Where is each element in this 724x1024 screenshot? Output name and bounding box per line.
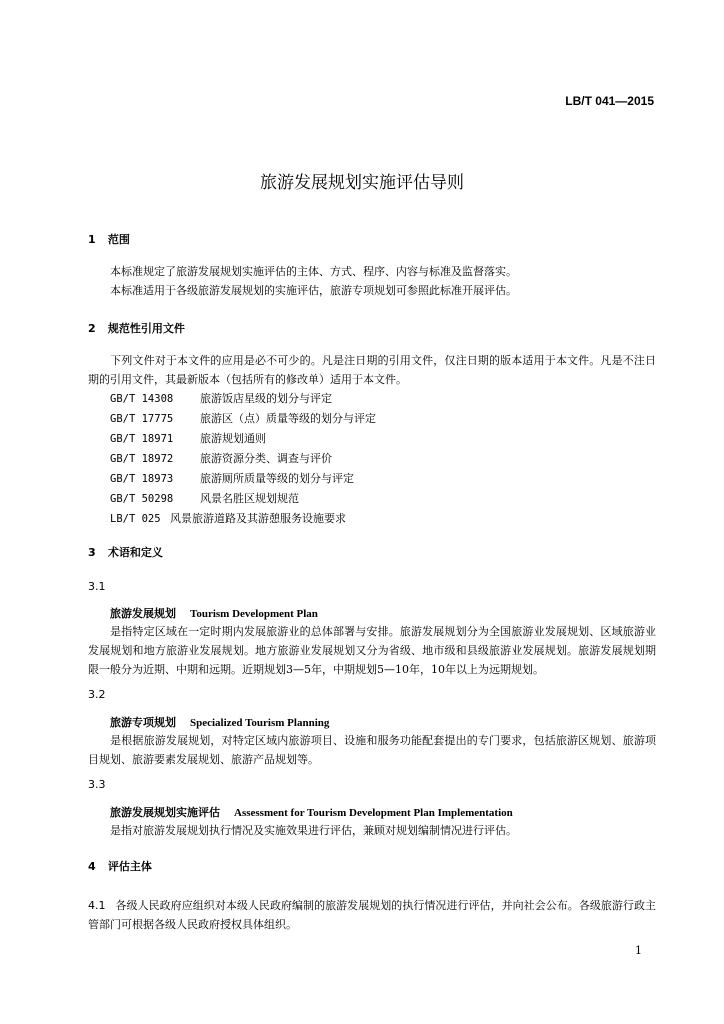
- standard-code: LB/T 041—2015: [565, 94, 654, 108]
- term-3-1-definition: [88, 622, 656, 679]
- page-number: 1: [635, 944, 642, 957]
- section-title: 术语和定义: [107, 546, 163, 559]
- reference-title: 旅游区（点）质量等级的划分与评定: [200, 412, 376, 425]
- section-1-paragraph-2: 本标准适用于各级旅游发展规划的实施评估，旅游专项规划可参照此标准开展评估。: [110, 284, 517, 297]
- reference-code: GB/T 14308: [110, 393, 174, 405]
- section-number: 2: [88, 322, 96, 335]
- section-4-heading: [88, 858, 152, 874]
- reference-title: 风景名胜区规划规范: [200, 492, 299, 505]
- section-2-heading: [88, 320, 185, 336]
- reference-title: 旅游资源分类、调查与评价: [200, 452, 332, 465]
- reference-item: [110, 469, 354, 489]
- term-3-2-heading: [110, 714, 329, 730]
- clause-number: 4.1: [88, 899, 106, 912]
- section-2-intro-text: 下列文件对于本文件的应用是必不可少的。凡是注日期的引用文件，仅注日期的版本适用于本文件。凡是不注日期的引用文件，其最新版本（包括所有的修改单）适用于本文件。: [88, 354, 656, 386]
- term-en: Assessment for Tourism Development Plan Implementation: [234, 807, 513, 819]
- term-definition-text: 是指特定区域在一定时期内发展旅游业的总体部署与安排。旅游发展规划分为全国旅游业发展规划、区域旅游业发展规划和地方旅游业发展规划。地方旅游业发展规划又分为省级、地市级和县级旅游业发展规划。旅游发展规划期限一般分为近期、中期和远期。近期规划3—5年，中期规划5—10年，10年以上为远期规划。: [88, 625, 656, 676]
- section-3-heading: [88, 544, 163, 560]
- section-2-intro: [88, 351, 656, 389]
- reference-code: GB/T 18973: [110, 473, 174, 485]
- section-title: 规范性引用文件: [107, 322, 185, 335]
- section-1-heading: [88, 231, 130, 247]
- term-cn: 旅游专项规划: [110, 716, 176, 729]
- section-number: 1: [88, 233, 96, 246]
- term-en: Tourism Development Plan: [190, 608, 318, 620]
- reference-title: 风景旅游道路及其游憩服务设施要求: [170, 512, 346, 525]
- reference-item: [110, 509, 346, 529]
- term-cn: 旅游发展规划: [110, 607, 176, 620]
- reference-item: [110, 409, 376, 429]
- reference-code: GB/T 18972: [110, 453, 174, 465]
- term-3-2-definition: [88, 731, 656, 769]
- reference-title: 旅游饭店星级的划分与评定: [200, 392, 332, 405]
- term-3-3-heading: [110, 804, 513, 820]
- section-number: 4: [88, 860, 96, 873]
- term-3-3-definition: 是指对旅游发展规划执行情况及实施效果进行评估，兼顾对规划编制情况进行评估。: [110, 824, 517, 837]
- term-3-2-number: 3.2: [88, 688, 106, 701]
- reference-item: [110, 429, 266, 449]
- term-3-3-number: 3.3: [88, 778, 106, 791]
- section-title: 范围: [107, 233, 130, 246]
- reference-code: LB/T 025: [110, 513, 161, 525]
- term-3-1-number: 3.1: [88, 580, 106, 593]
- term-3-1-heading: [110, 605, 318, 621]
- term-en: Specialized Tourism Planning: [190, 717, 330, 729]
- section-title: 评估主体: [107, 860, 152, 873]
- term-cn: 旅游发展规划实施评估: [110, 806, 220, 819]
- reference-code: GB/T 18971: [110, 433, 174, 445]
- reference-title: 旅游规划通则: [200, 432, 266, 445]
- clause-4-1: [88, 896, 656, 934]
- term-definition-text: 是根据旅游发展规划，对特定区域内旅游项目、设施和服务功能配套提出的专门要求，包括旅游区规划、旅游项目规划、旅游要素发展规划、旅游产品规划等。: [88, 734, 656, 766]
- reference-code: GB/T 17775: [110, 413, 174, 425]
- section-number: 3: [88, 546, 96, 559]
- reference-title: 旅游厕所质量等级的划分与评定: [200, 472, 354, 485]
- reference-item: [110, 449, 332, 469]
- section-1-paragraph-1: 本标准规定了旅游发展规划实施评估的主体、方式、程序、内容与标准及监督落实。: [110, 265, 517, 278]
- clause-text: 各级人民政府应组织对本级人民政府编制的旅游发展规划的执行情况进行评估，并向社会公布。各级旅游行政主管部门可根据各级人民政府授权具体组织。: [88, 899, 656, 931]
- document-title: 旅游发展规划实施评估导则: [260, 173, 464, 193]
- reference-code: GB/T 50298: [110, 493, 174, 505]
- reference-item: [110, 489, 299, 509]
- reference-item: [110, 389, 332, 409]
